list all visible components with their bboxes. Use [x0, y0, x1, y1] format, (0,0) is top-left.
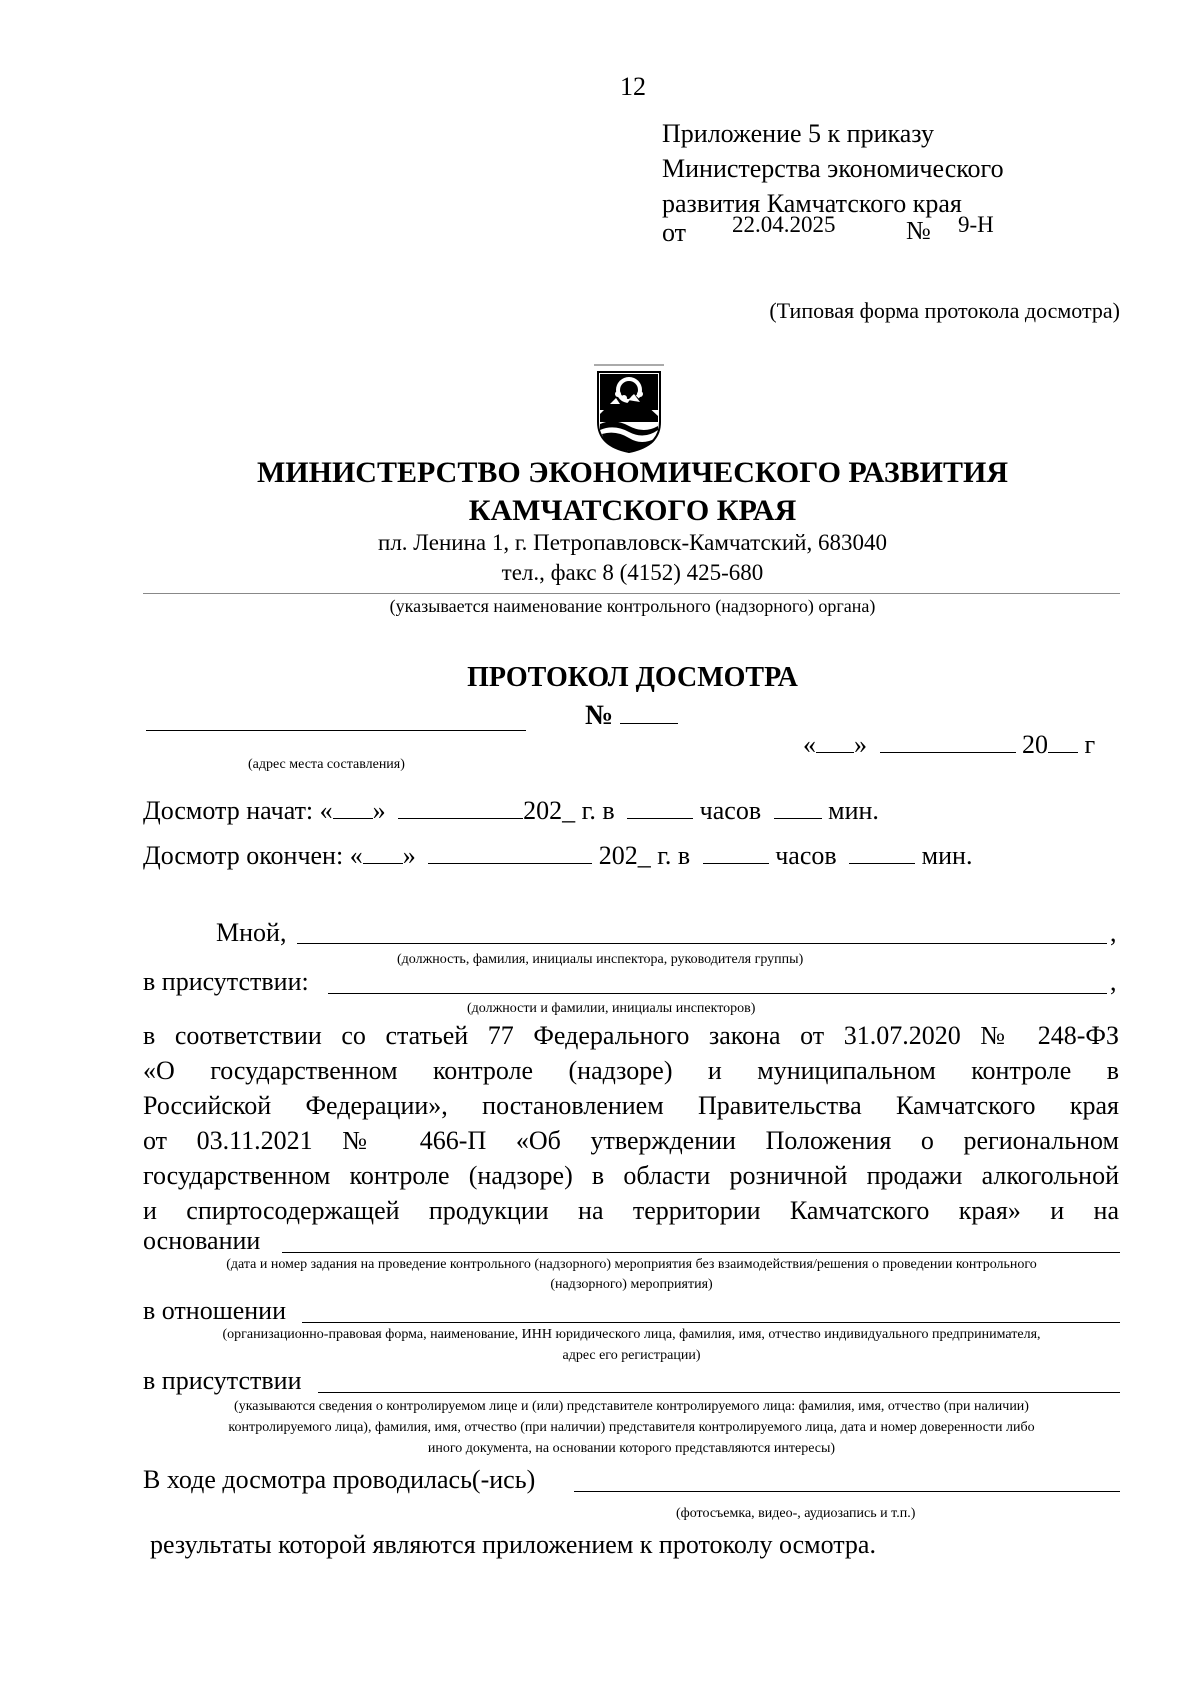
- basis-text-4: от 03.11.2021 № 466-П «Об утверждении Положения о региональном: [143, 1126, 1119, 1155]
- legal-basis-paragraph: [143, 1018, 1119, 1228]
- presence-controlled-caption-1: (указываются сведения о контролируемом лице и (или) представителе контролируемого лица: фамилия, имя, отчество (при наличии): [234, 1399, 1029, 1414]
- recording-label: В ходе досмотра проводилась(-ись): [143, 1465, 536, 1494]
- start-month-field: [398, 817, 523, 819]
- regarding-caption-1: (организационно-правовая форма, наименование, ИНН юридического лица, фамилия, имя, отчество индивидуального предпринимателя,: [222, 1327, 1041, 1342]
- coat-of-arms-emblem: [594, 364, 664, 459]
- org-phone: тел., факс 8 (4152) 425-680: [501, 560, 764, 585]
- date-month-field: [880, 751, 1016, 753]
- end-day-field: [363, 862, 403, 864]
- basis-line-6: [143, 1193, 1119, 1228]
- recording-caption: (фотосъемка, видео-, аудиозапись и т.п.): [676, 1506, 916, 1521]
- appendix-line-1: Приложение 5 к приказу: [662, 119, 935, 148]
- end-hours-label: часов: [775, 841, 837, 870]
- date-day-field: [816, 751, 854, 753]
- inspection-start: [143, 796, 879, 826]
- presence-controlled-caption-2: контролируемого лица), фамилия, имя, отчество (при наличии) представителя контролируемого лица, дата и номер доверенности либо: [228, 1420, 1035, 1435]
- basis-caption-1: (дата и номер задания на проведение контрольного (надзорного) мероприятия без взаимодействия/решения о проведении контрольного: [226, 1257, 1037, 1272]
- date-open-quote: «: [803, 730, 816, 759]
- date-year: 20: [1022, 730, 1048, 759]
- presence-inspectors-caption: (должности и фамилии, инициалы инспекторов): [467, 1001, 756, 1016]
- address-field: [146, 730, 526, 731]
- header-divider: [143, 593, 1120, 594]
- start-hours-label: часов: [699, 796, 762, 825]
- start-year: 202_ г. в: [523, 796, 615, 825]
- appendix-date: 22.04.2025: [732, 212, 836, 237]
- basis-label: основании: [143, 1226, 261, 1255]
- date-close-quote: »: [854, 730, 867, 759]
- org-name-line-2: КАМЧАТСКОГО КРАЯ: [468, 494, 797, 527]
- inspection-end: [143, 841, 972, 871]
- appendix-block: [662, 116, 1004, 221]
- start-day-field: [333, 817, 373, 819]
- document-date: [803, 730, 1095, 760]
- org-name-line-1: МИНИСТЕРСТВО ЭКОНОМИЧЕСКОГО РАЗВИТИЯ: [256, 456, 1009, 489]
- start-label: Досмотр начат: «: [143, 796, 333, 825]
- presence-controlled-label: в присутствии: [143, 1366, 302, 1395]
- basis-text-6: и спиртосодержащей продукции на территории Камчатского края» и на: [143, 1196, 1119, 1225]
- end-year: 202_ г. в: [598, 841, 691, 870]
- protocol-number-sign: №: [585, 700, 614, 731]
- appendix-date-prefix: от: [662, 218, 687, 247]
- recording-field: [574, 1491, 1120, 1492]
- start-hours-field: [627, 817, 693, 819]
- by-me-label: Мной,: [216, 918, 287, 947]
- basis-field: [282, 1252, 1120, 1253]
- basis-line-3: [143, 1088, 1119, 1123]
- regarding-field: [302, 1322, 1120, 1323]
- basis-text-2: «О государственном контроле (надзоре) и муниципальном контроле в: [143, 1056, 1119, 1085]
- presence-controlled-field: [318, 1392, 1120, 1393]
- regarding-label: в отношении: [143, 1296, 287, 1325]
- presence-inspectors-field: [328, 993, 1107, 994]
- page-number: 12: [620, 72, 646, 101]
- protocol-number: [585, 700, 678, 732]
- basis-text-5: государственном контроле (надзоре) в области розничной продажи алкогольной: [143, 1161, 1119, 1190]
- regarding-caption-2: адрес его регистрации): [562, 1348, 701, 1363]
- form-type-note: (Типовая форма протокола досмотра): [769, 298, 1120, 323]
- appendix-number-sign: №: [906, 216, 931, 245]
- basis-line-2: [143, 1053, 1119, 1088]
- appendix-number: 9-Н: [958, 212, 994, 237]
- org-caption: (указывается наименование контрольного (надзорного) органа): [389, 596, 876, 616]
- by-me-comma: ,: [1110, 918, 1117, 947]
- start-quote-close: »: [372, 796, 386, 825]
- inspector-field: [297, 943, 1107, 944]
- basis-line-5: [143, 1158, 1119, 1193]
- inspector-caption: (должность, фамилия, инициалы инспектора, руководителя группы): [397, 952, 804, 967]
- presence-controlled-caption-3: иного документа, на основании которого представляются интересы): [427, 1441, 836, 1456]
- basis-line-1: [143, 1018, 1119, 1053]
- basis-text-3: Российской Федерации», постановлением Правительства Камчатского края: [143, 1091, 1119, 1120]
- address-caption: (адрес места составления): [248, 757, 405, 772]
- protocol-number-field: [620, 722, 678, 724]
- start-minutes-field: [774, 817, 822, 819]
- end-quote-close: »: [402, 841, 416, 870]
- end-hours-field: [703, 862, 769, 864]
- start-minutes-label: мин.: [828, 796, 879, 825]
- end-minutes-field: [849, 862, 915, 864]
- presence-inspectors-comma: ,: [1110, 967, 1117, 996]
- results-statement: результаты которой являются приложением к протоколу осмотра.: [150, 1530, 876, 1559]
- end-minutes-label: мин.: [921, 841, 973, 870]
- presence-inspectors-label: в присутствии:: [143, 967, 309, 996]
- appendix-line-3: развития Камчатского края: [662, 189, 962, 218]
- end-month-field: [428, 862, 592, 864]
- appendix-line-2: Министерства экономического: [662, 154, 1004, 183]
- protocol-title: ПРОТОКОЛ ДОСМОТРА: [467, 662, 798, 693]
- end-label: Досмотр окончен: «: [143, 841, 363, 870]
- date-year-field: [1048, 751, 1078, 753]
- basis-line-4: [143, 1123, 1119, 1158]
- org-address: пл. Ленина 1, г. Петропавловск-Камчатский, 683040: [378, 530, 887, 555]
- date-year-suffix: г: [1084, 730, 1096, 759]
- basis-caption-2: (надзорного) мероприятия): [550, 1277, 713, 1292]
- basis-text-1: в соответствии со статьей 77 Федерального закона от 31.07.2020 № 248-ФЗ: [143, 1021, 1119, 1050]
